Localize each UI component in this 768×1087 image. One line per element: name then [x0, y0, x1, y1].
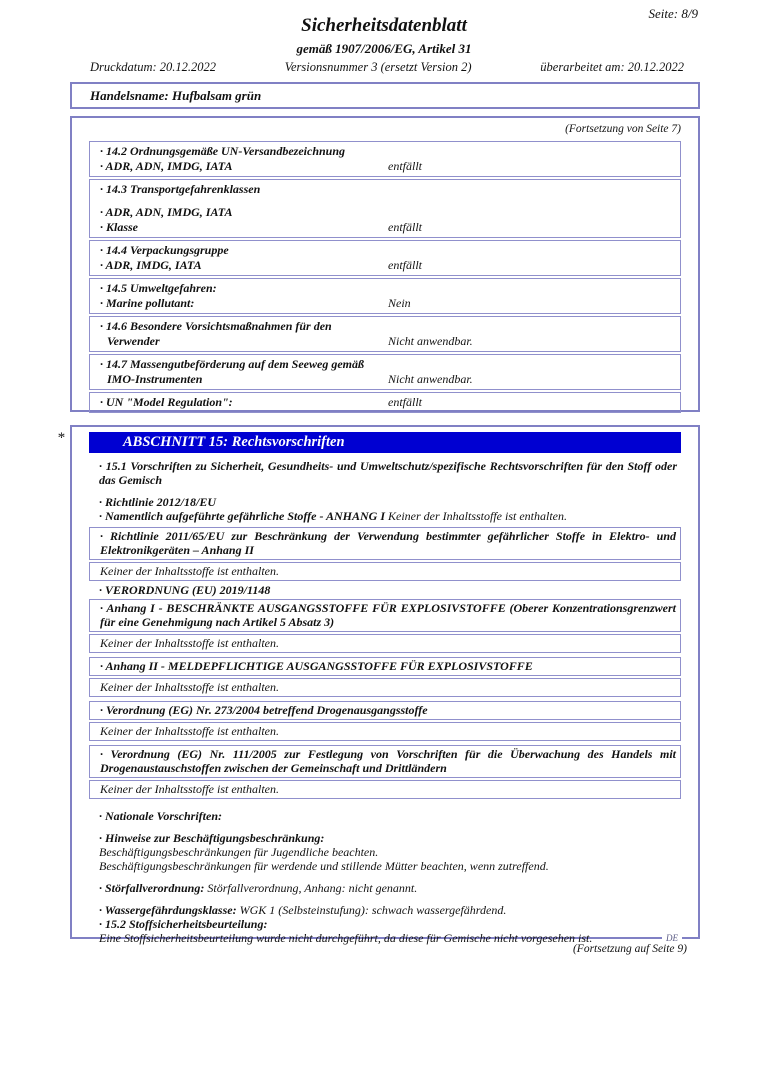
section-14-rows	[89, 141, 681, 413]
regulation-text	[89, 903, 681, 917]
row-value: Nicht anwendbar.	[388, 372, 473, 386]
bold-text: · Anhang II - MELDEPFLICHTIGE AUSGANGSSTOFFE FÜR EXPLOSIVSTOFFE	[100, 659, 533, 673]
regulation-box	[89, 701, 681, 720]
row-label: · 14.3 Transportgefahrenklassen	[100, 182, 261, 196]
regular-text: Keiner der Inhaltsstoffe ist enthalten.	[100, 564, 279, 578]
table-row	[89, 316, 681, 352]
regular-text: Keiner der Inhaltsstoffe ist enthalten.	[100, 724, 279, 738]
regulation-text	[89, 881, 681, 895]
continuation-to-note: (Fortsetzung auf Seite 9)	[572, 943, 687, 955]
regulation-text	[89, 459, 681, 487]
row-label: · UN "Model Regulation":	[100, 395, 233, 409]
row-label: · 14.2 Ordnungsgemäße UN-Versandbezeichnung	[100, 144, 346, 158]
document-subtitle: gemäß 1907/2006/EG, Artikel 31	[296, 41, 472, 56]
document-meta-row	[70, 60, 700, 75]
table-row-line	[100, 357, 670, 372]
bold-text: · 15.1 Vorschriften zu Sicherheit, Gesundheits- und Umweltschutz/spezifische Rechtsvorschriften für den Stoff oder das Gemisch	[99, 459, 677, 487]
row-label: · 14.6 Besondere Vorsichtsmaßnahmen für den	[100, 319, 332, 333]
table-row	[89, 240, 681, 276]
row-label: · 14.7 Massengutbeförderung auf dem Seeweg gemäß	[100, 357, 364, 371]
table-row	[89, 392, 681, 413]
regulation-box	[89, 634, 681, 653]
page-number-label: Seite: 8/9	[648, 6, 698, 21]
table-row-line	[100, 281, 670, 296]
table-row	[89, 179, 681, 238]
table-row-line	[100, 220, 670, 235]
regulation-text	[89, 831, 681, 845]
table-row-line	[100, 296, 670, 311]
bold-text: · 15.2 Stoffsicherheitsbeurteilung:	[99, 917, 268, 931]
regular-text: Keiner der Inhaltsstoffe ist enthalten.	[100, 680, 279, 694]
trade-name-box	[70, 82, 700, 109]
revision-date: überarbeitet am: 20.12.2022	[540, 60, 684, 74]
document-title: Sicherheitsdatenblatt	[301, 15, 467, 36]
print-date: Druckdatum: 20.12.2022	[90, 60, 217, 74]
bold-text: · Namentlich aufgeführte gefährliche Stoffe - ANHANG I	[99, 509, 389, 523]
regular-text: WGK 1 (Selbsteinstufung): schwach wassergefährdend.	[239, 903, 507, 917]
bold-text: · Störfallverordnung:	[99, 881, 208, 895]
row-value: entfällt	[388, 220, 422, 234]
regulation-box	[89, 745, 681, 778]
row-label: · Marine pollutant:	[100, 296, 195, 310]
bold-text: · VERORDNUNG (EU) 2019/1148	[99, 583, 271, 597]
row-value: Nein	[388, 296, 411, 310]
regular-text: Keiner der Inhaltsstoffe ist enthalten.	[388, 509, 567, 523]
table-row-line	[100, 258, 670, 273]
bold-text: · Verordnung (EG) Nr. 273/2004 betreffend Drogenausgangsstoffe	[100, 703, 428, 717]
regular-text: Keiner der Inhaltsstoffe ist enthalten.	[100, 636, 279, 650]
regulation-text	[89, 845, 681, 859]
regulation-box	[89, 657, 681, 676]
bold-text: · Hinweise zur Beschäftigungsbeschränkung:	[99, 831, 325, 845]
section-15-blocks	[89, 459, 681, 945]
bold-text: · Wassergefährdungsklasse:	[99, 903, 240, 917]
regular-text: Beschäftigungsbeschränkungen für werdende und stillende Mütter beachten, wenn zutreffend.	[99, 859, 549, 873]
table-row-line	[100, 182, 670, 197]
section-15-box	[70, 425, 700, 945]
row-value: entfällt	[388, 159, 422, 173]
table-row	[89, 278, 681, 314]
regular-text: Beschäftigungsbeschränkungen für Jugendliche beachten.	[99, 845, 379, 859]
row-label: · Klasse	[100, 220, 139, 234]
regulation-box	[89, 722, 681, 741]
regulation-text	[89, 859, 681, 873]
table-row-line	[100, 372, 670, 387]
bold-text: · Nationale Vorschriften:	[99, 809, 223, 823]
table-row-line	[100, 243, 670, 258]
bold-text: · Anhang I - BESCHRÄNKTE AUSGANGSSTOFFE FÜR EXPLOSIVSTOFFE (Oberer Konzentrationsgrenzwert für eine Genehmigung nach Artikel 5 Absatz 3)	[100, 601, 676, 629]
row-label: · 14.5 Umweltgefahren:	[100, 281, 217, 295]
table-row-line	[100, 334, 670, 349]
version-info: Versionsnummer 3 (ersetzt Version 2)	[284, 60, 472, 74]
section-15-header-banner: ABSCHNITT 15: Rechtsvorschriften	[89, 432, 681, 453]
regular-text: Störfallverordnung, Anhang: nicht genannt.	[207, 881, 418, 895]
bold-text: · Richtlinie 2011/65/EU zur Beschränkung der Verwendung bestimmter gefährlicher Stoffe in Elektro- und Elektronikgeräten – Anhang II	[100, 529, 676, 557]
table-row	[89, 141, 681, 177]
row-value: entfällt	[388, 258, 422, 272]
regulation-text	[89, 917, 681, 931]
row-label: · ADR, ADN, IMDG, IATA	[100, 159, 233, 173]
row-label: · ADR, IMDG, IATA	[100, 258, 202, 272]
trade-name: Handelsname: Hufbalsam grün	[90, 87, 262, 103]
regulation-box	[89, 678, 681, 697]
regulation-text	[89, 509, 681, 523]
row-value: Nicht anwendbar.	[388, 334, 473, 348]
continuation-from-note: (Fortsetzung von Seite 7)	[565, 123, 681, 135]
regulation-text	[89, 809, 681, 823]
bold-text: · Richtlinie 2012/18/EU	[99, 495, 217, 509]
change-marker-asterisk: *	[57, 430, 65, 446]
bold-text: · Verordnung (EG) Nr. 111/2005 zur Festlegung von Vorschriften für die Überwachung des Handels mit Drogenaustauschstoffen zwischen der Gemeinschaft und Drittländern	[100, 747, 676, 775]
row-label: · 14.4 Verpackungsgruppe	[100, 243, 229, 257]
section-14-box	[70, 116, 700, 412]
regular-text: Keiner der Inhaltsstoffe ist enthalten.	[100, 782, 279, 796]
row-label: Verwender	[107, 334, 160, 348]
regular-text: Eine Stoffsicherheitsbeurteilung wurde nicht durchgeführt, da diese für Gemische nicht vorgesehen ist.	[99, 931, 593, 945]
table-row-line	[100, 319, 670, 334]
table-row-line	[100, 144, 670, 159]
regulation-box	[89, 599, 681, 632]
regulation-box	[89, 562, 681, 581]
table-row	[89, 354, 681, 390]
table-row-line	[100, 159, 670, 174]
row-value: entfällt	[388, 395, 422, 409]
row-label: IMO-Instrumenten	[107, 372, 203, 386]
regulation-box	[89, 527, 681, 560]
regulation-text	[89, 495, 681, 509]
regulation-text	[89, 583, 681, 597]
row-label: · ADR, ADN, IMDG, IATA	[100, 205, 233, 219]
table-row-line	[100, 205, 670, 220]
table-row-line	[100, 395, 670, 410]
language-marker: DE	[662, 933, 682, 943]
regulation-box	[89, 780, 681, 799]
